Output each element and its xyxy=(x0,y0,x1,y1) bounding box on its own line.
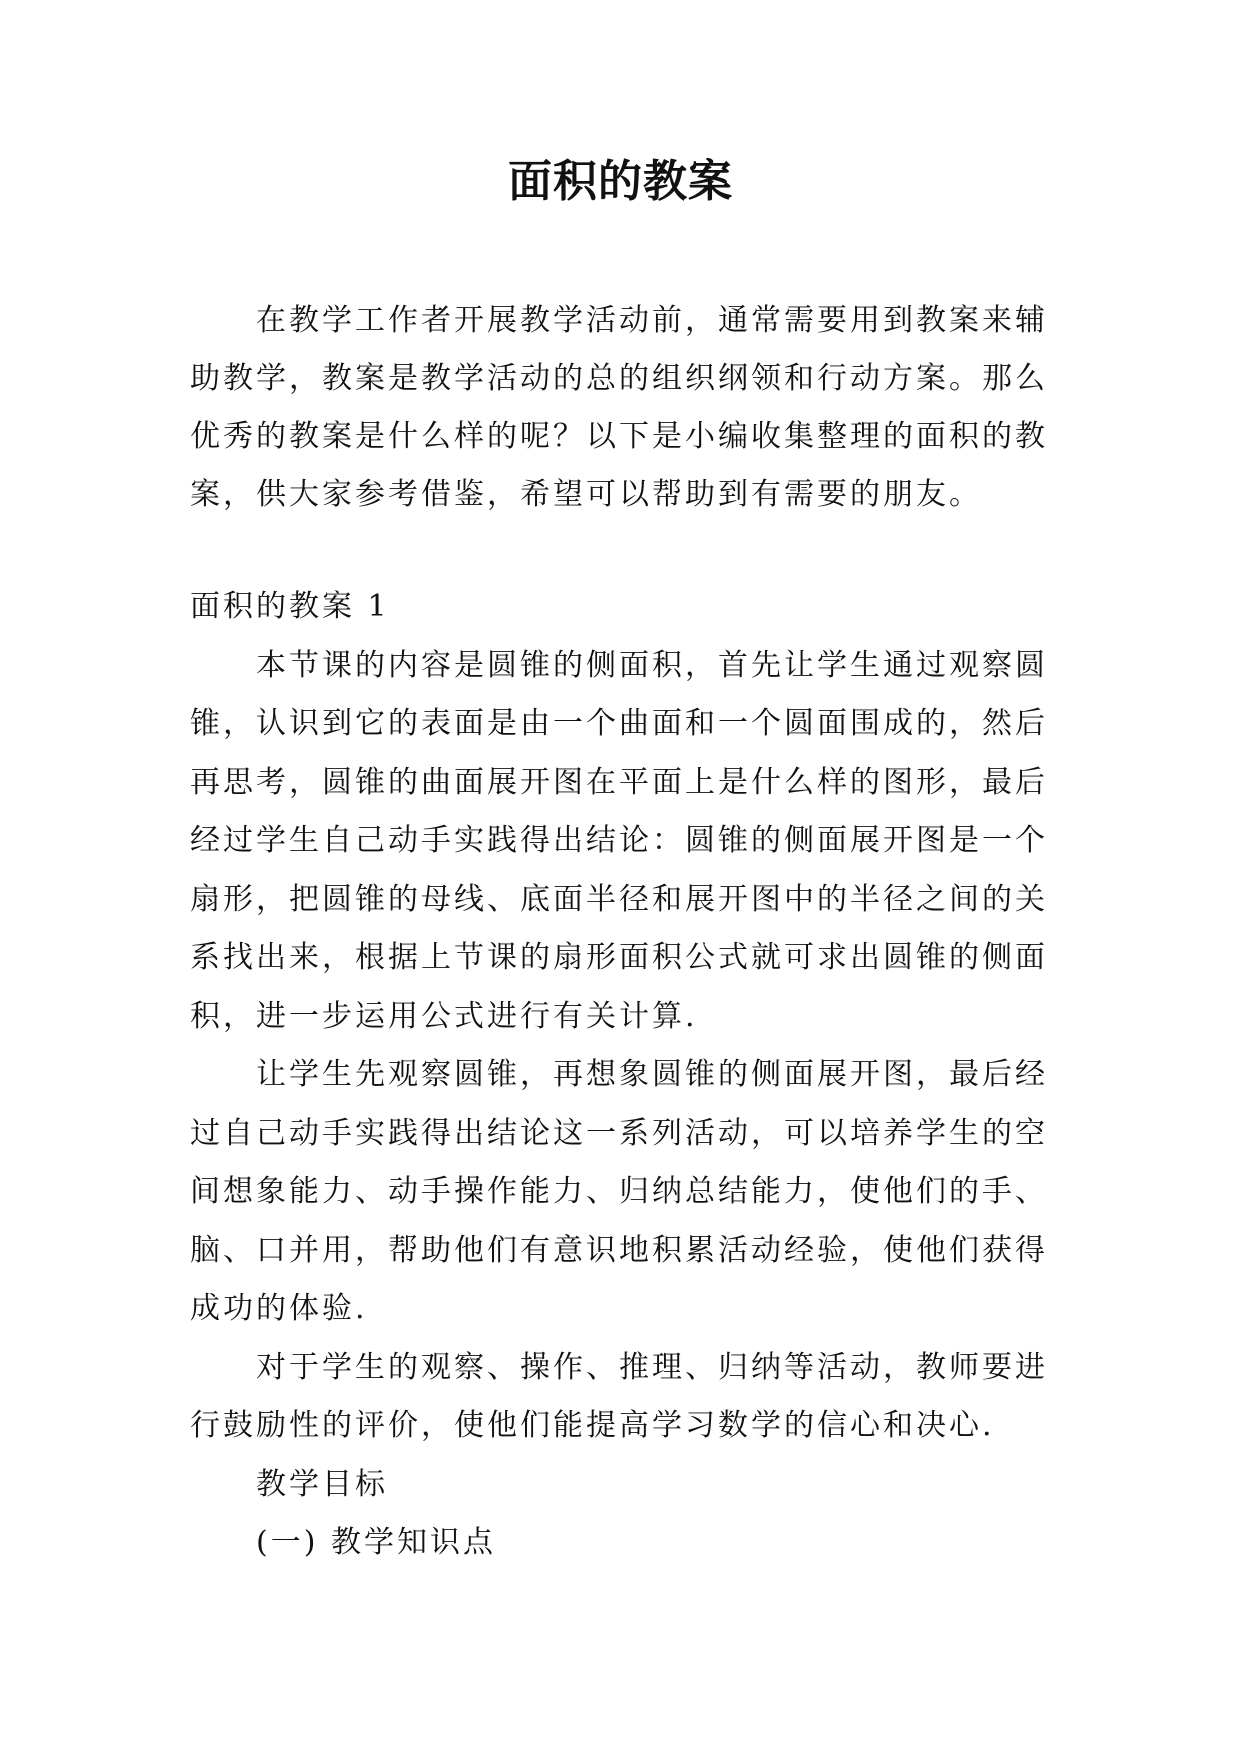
intro-section xyxy=(190,292,1060,524)
section-heading: 面积的教案 1 xyxy=(190,589,390,624)
body-paragraph: 本节课的内容是圆锥的侧面积，首先让学生通过观察圆锥，认识到它的表面是由一个曲面和一个圆面围成的，然后再思考，圆锥的曲面展开图在平面上是什么样的图形，最后经过学生自己动手实践得出结论：圆锥的侧面展开图是一个扇形，把圆锥的母线、底面半径和展开图中的半径之间的关系找出来，根据上节课的扇形面积公式就可求出圆锥的侧面积，进一步运用公式进行有关计算. xyxy=(190,647,1048,1034)
lesson-section-1 xyxy=(190,578,1060,1573)
body-paragraph: 让学生先观察圆锥，再想象圆锥的侧面展开图，最后经过自己动手实践得出结论这一系列活动，可以培养学生的空间想象能力、动手操作能力、归纳总结能力，使他们的手、脑、口并用，帮助他们有意识地积累活动经验，使他们获得成功的体验. xyxy=(190,1057,1048,1326)
intro-paragraph: 在教学工作者开展教学活动前，通常需要用到教案来辅助教学，教案是教学活动的总的组织纲领和行动方案。那么优秀的教案是什么样的呢？以下是小编收集整理的面积的教案，供大家参考借鉴，希望可以帮助到有需要的朋友。 xyxy=(190,303,1048,512)
subheading-teaching-goals: 教学目标 xyxy=(256,1466,388,1502)
document-title: 面积的教案 xyxy=(508,156,733,207)
subheading-knowledge-points: (一) 教学知识点 xyxy=(256,1525,496,1560)
body-paragraph: 对于学生的观察、操作、推理、归纳等活动，教师要进行鼓励性的评价，使他们能提高学习数学的信心和决心. xyxy=(190,1349,1048,1443)
